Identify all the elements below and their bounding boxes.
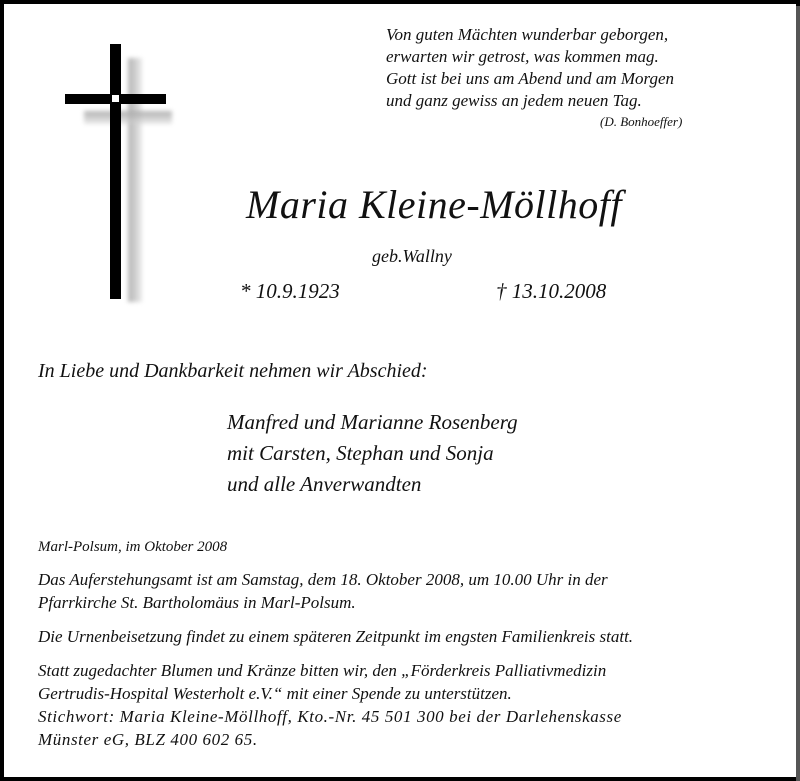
birth-date: * 10.9.1923 — [240, 279, 340, 303]
poem-line: und ganz gewiss an jedem neuen Tag. — [386, 91, 642, 110]
notice-line: Das Auferstehungsamt ist am Samstag, dem 18. Oktober 2008, um 10.00 Uhr in der — [38, 570, 608, 589]
cross-center-highlight — [112, 95, 119, 102]
deceased-name: Maria Kleine-Möllhoff — [246, 182, 623, 227]
cross-vertical-bar — [110, 44, 121, 299]
death-date: † 13.10.2008 — [496, 279, 607, 303]
notice-line: Statt zugedachter Blumen und Kränze bitten wir, den „Förderkreis Palliativmedizin — [38, 661, 607, 680]
notice-line: Stichwort: Maria Kleine-Möllhoff, Kto.-Nr. 45 501 300 bei der Darlehenskasse — [38, 707, 622, 726]
notice-line: Münster eG, BLZ 400 602 65. — [38, 730, 258, 749]
cross-shadow-horizontal — [84, 111, 172, 124]
poem-author: (D. Bonhoeffer) — [600, 114, 683, 129]
poem — [386, 24, 674, 112]
frame-shadow — [796, 6, 800, 781]
maiden-name: geb.Wallny — [372, 246, 452, 266]
mourner-line: Manfred und Marianne Rosenberg — [227, 410, 518, 434]
place-date: Marl-Polsum, im Oktober 2008 — [38, 539, 228, 555]
poem-line: Von guten Mächten wunderbar geborgen, — [386, 25, 669, 44]
poem-line: Gott ist bei uns am Abend und am Morgen — [386, 69, 675, 88]
mourner-line: mit Carsten, Stephan und Sonja — [227, 441, 494, 465]
farewell-intro: In Liebe und Dankbarkeit nehmen wir Abschied: — [38, 360, 428, 382]
notice-line: Gertrudis-Hospital Westerholt e.V.“ mit einer Spende zu unterstützen. — [38, 684, 512, 703]
mourner-line: und alle Anverwandten — [227, 472, 422, 496]
notice-line: Die Urnenbeisetzung findet zu einem späteren Zeitpunkt im engsten Familienkreis statt. — [38, 627, 634, 646]
notice-line: Pfarrkirche St. Bartholomäus in Marl-Polsum. — [38, 593, 356, 612]
poem-line: erwarten wir getrost, was kommen mag. — [386, 47, 659, 66]
